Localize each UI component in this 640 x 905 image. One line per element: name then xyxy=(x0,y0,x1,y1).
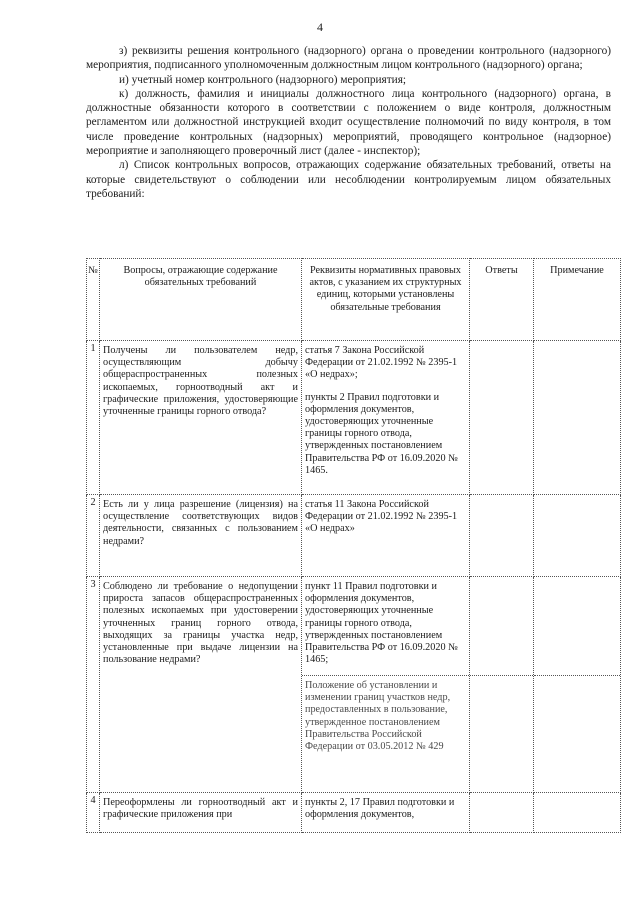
row-question: Есть ли у лица разрешение (лицензия) на осуществление соответствующих видов деятельности, связанных с пользованием недрами? xyxy=(100,495,302,577)
row-requisites xyxy=(302,577,470,793)
answer-subcell[interactable] xyxy=(470,577,533,676)
header-num: № xyxy=(87,259,100,341)
row-question: Переоформлены ли горноотводный акт и графические приложения при xyxy=(100,793,302,833)
note-subcell[interactable] xyxy=(534,577,620,676)
intro-paragraph-l: л) Список контрольных вопросов, отражающих содержание обязательных требований, ответы на которые свидетельствуют о соблюдении или несоблюдении контролируемым лицом обязательных требований: xyxy=(86,159,611,200)
row-question: Соблюдено ли требование о недопущении прироста запасов общераспространенных полезных ископаемых при удостоверении уточненных границ горного отвода, выходящих за границы участка недр, установленные при выдаче лицензии на пользование недрами? xyxy=(100,577,302,793)
requisite-ref: пункты 2 Правил подготовки и оформления документов, удостоверяющих уточненные границы горного отвода, утвержденных постановлением Правительства РФ от 16.09.2020 № 1465. xyxy=(305,391,458,476)
answer-cell[interactable] xyxy=(470,577,534,793)
answer-cell[interactable] xyxy=(470,495,534,577)
table-row xyxy=(87,577,621,793)
requisite-ref: пункт 11 Правил подготовки и оформления документов, удостоверяющих уточненные границы горного отвода, утвержденных постановлением Правительства РФ от 16.09.2020 № 1465; xyxy=(305,581,458,666)
requisite-ref: Положение об установлении и изменении границ участков недр, предоставленных в пользование, утвержденное постановлением Правительства Российской Федерации от 03.05.2012 № 429 xyxy=(302,675,469,755)
row-num: 1 xyxy=(87,341,100,495)
intro-paragraph-z: з) реквизиты решения контрольного (надзорного) органа о проведении контрольного (надзорного) мероприятия, подписанного уполномоченным должностным лицом контрольного (надзорного) органа; xyxy=(86,45,611,72)
header-notes: Примечание xyxy=(534,259,621,341)
requisite-ref: пункты 2, 17 Правил подготовки и оформления документов, xyxy=(305,797,455,821)
row-num: 3 xyxy=(87,577,100,793)
intro-paragraph-k: к) должность, фамилия и инициалы должностного лица контрольного (надзорного) органа, в должностные обязанности которого в соответствии с положением о виде контроля, должностным регламентом или должностной инструкцией входит осуществление полномочий по виду контроля, в том числе проведение контрольных (надзорных) мероприятий, проводящего контрольное (надзорное) мероприятие и заполняющего проверочный лист (далее - инспектор); xyxy=(86,87,611,158)
note-cell[interactable] xyxy=(534,793,621,833)
table-row xyxy=(87,793,621,833)
note-cell[interactable] xyxy=(534,341,621,495)
row-requisites xyxy=(302,495,470,577)
requisite-ref: статья 11 Закона Российской Федерации от 21.02.1992 № 2395-1 «О недрах» xyxy=(305,499,458,535)
note-cell[interactable] xyxy=(534,495,621,577)
header-question: Вопросы, отражающие содержание обязательных требований xyxy=(100,259,302,341)
note-cell[interactable] xyxy=(534,577,621,793)
intro-text xyxy=(86,44,611,201)
table-row xyxy=(87,341,621,495)
row-requisites xyxy=(302,341,470,495)
page-number: 4 xyxy=(317,20,323,34)
answer-cell[interactable] xyxy=(470,793,534,833)
row-question: Получены ли пользователем недр, осуществляющим добычу общераспространенных полезных ископаемых, горноотводный акт и графические приложения, удостоверяющие уточненные границы горного отвода? xyxy=(100,341,302,495)
intro-paragraph-i: и) учетный номер контрольного (надзорного) мероприятия; xyxy=(119,73,407,86)
answer-cell[interactable] xyxy=(470,341,534,495)
row-requisites xyxy=(302,793,470,833)
table-row xyxy=(87,495,621,577)
row-num: 4 xyxy=(87,793,100,833)
checklist-table xyxy=(86,258,621,833)
header-requisites: Реквизиты нормативных правовых актов, с указанием их структурных единиц, которыми установлены обязательные требования xyxy=(302,259,470,341)
requisite-ref: статья 7 Закона Российской Федерации от 21.02.1992 № 2395-1 «О недрах»; xyxy=(305,345,458,381)
header-answers: Ответы xyxy=(470,259,534,341)
table-header-row xyxy=(87,259,621,341)
row-num: 2 xyxy=(87,495,100,577)
